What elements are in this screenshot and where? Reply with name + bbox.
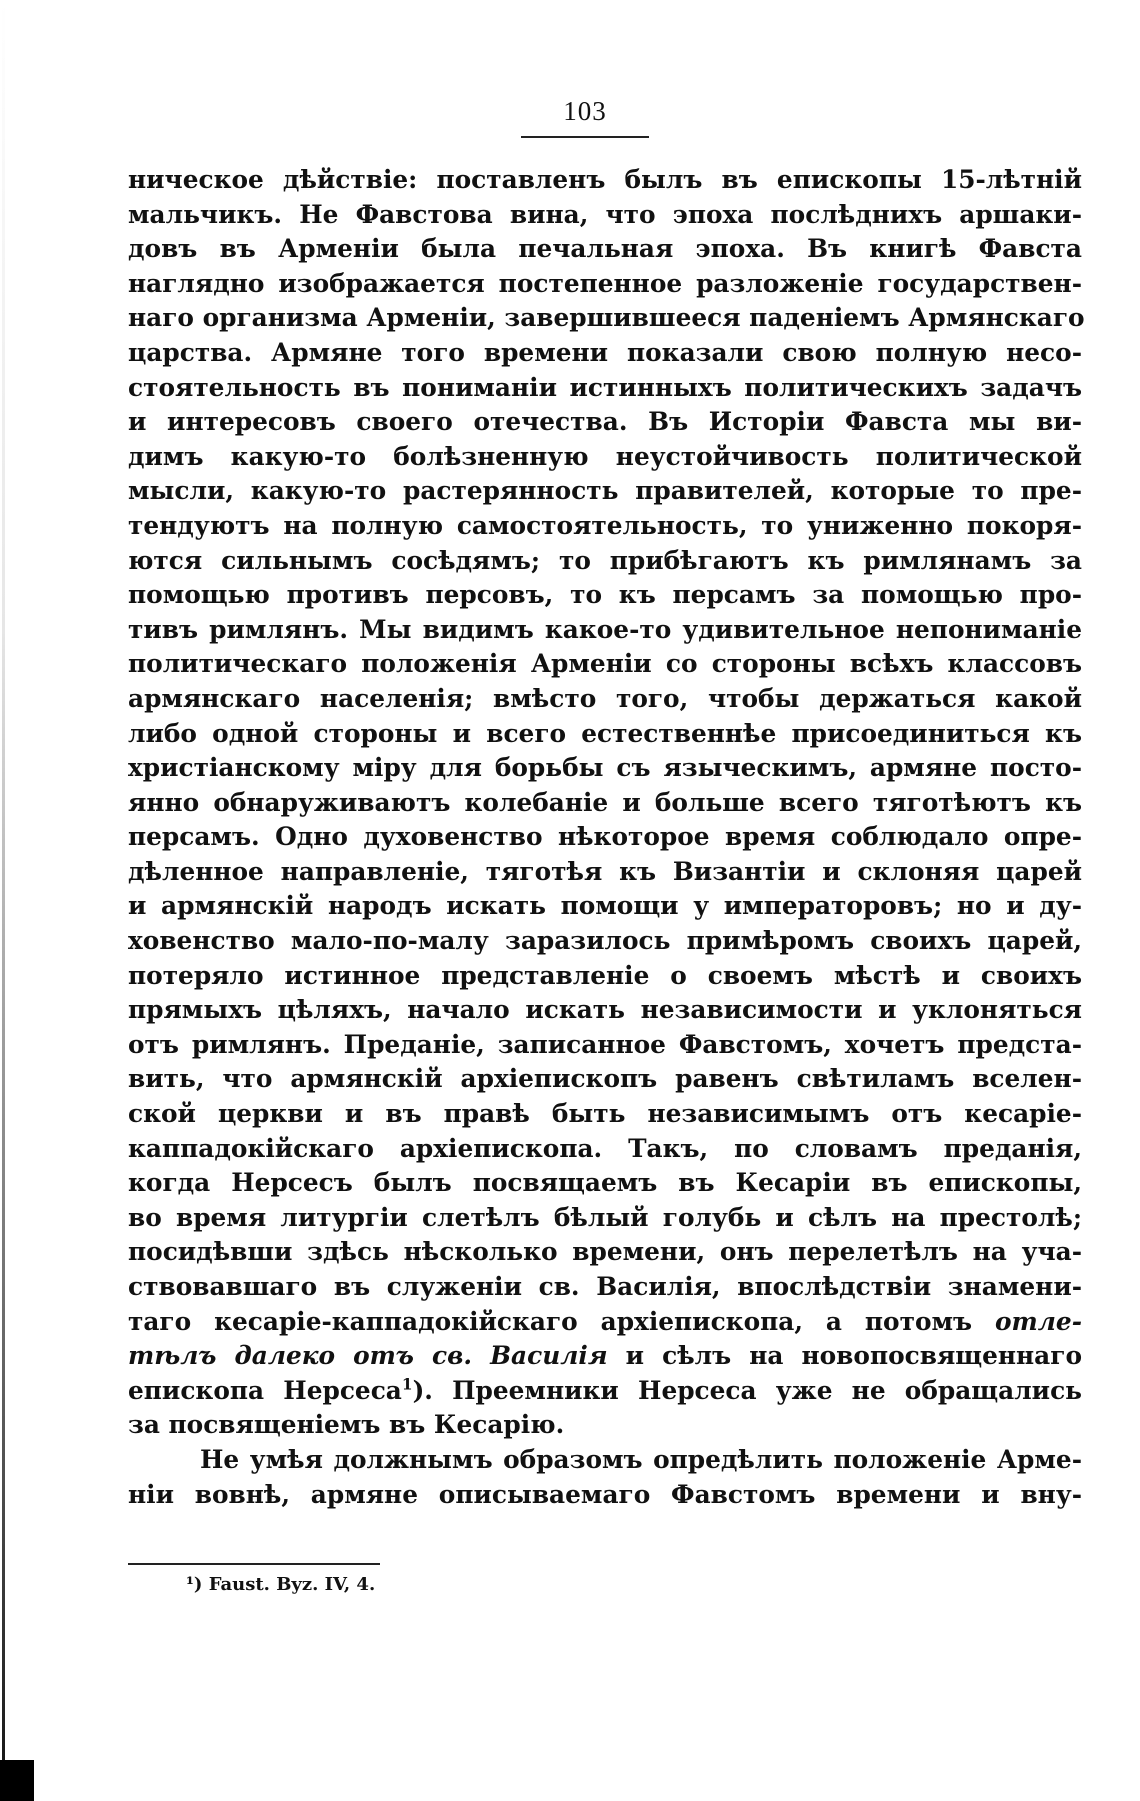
text-line: довъ въ Арменіи была печальная эпоха. Въ книгѣ Фавста bbox=[128, 234, 1082, 264]
binding-edge-shadow bbox=[0, 1760, 34, 1801]
main-text bbox=[128, 163, 1085, 1512]
text-line: мысли, какую-то растерянность правителей, которые то пре- bbox=[128, 476, 1082, 506]
text-line: и армянскій народъ искать помощи у императоровъ; но и ду- bbox=[128, 891, 1082, 921]
text-segment: ). Преемники Нерсеса уже не обращались bbox=[412, 1375, 1082, 1405]
footnote-separator bbox=[128, 1563, 380, 1565]
binding-gutter-line bbox=[2, 0, 5, 1801]
page-number-rule bbox=[521, 136, 649, 138]
text-segment: епископа Нерсеса bbox=[128, 1375, 402, 1405]
text-line: вить, что армянскій архіепископъ равенъ свѣтиламъ вселен- bbox=[128, 1064, 1082, 1094]
text-line: персамъ. Одно духовенство нѣкоторое время соблюдало опре- bbox=[128, 822, 1082, 852]
emphasized-text: тѣлъ далеко отъ св. Василія bbox=[128, 1341, 608, 1371]
text-line: ются сильнымъ сосѣдямъ; то прибѣгаютъ къ римлянамъ за bbox=[128, 545, 1082, 575]
text-line: наго организма Арменіи, завершившееся паденіемъ Армянскаго bbox=[128, 303, 1085, 333]
text-line: ніи вовнѣ, армяне описываемаго Фавстомъ времени и вну- bbox=[128, 1479, 1082, 1509]
text-line: ническое дѣйствіе: поставленъ былъ въ епископы 15-лѣтній bbox=[128, 165, 1082, 194]
text-line: и интересовъ своего отечества. Въ Исторіи Фавста мы ви- bbox=[128, 407, 1082, 437]
text-line bbox=[128, 1305, 1082, 1340]
text-line: царства. Армяне того времени показали свою полную несо- bbox=[128, 337, 1082, 367]
text-line: ствовавшаго въ служеніи св. Василія, впослѣдствіи знамени- bbox=[128, 1272, 1082, 1301]
text-line bbox=[128, 1339, 1082, 1374]
page-number: 103 bbox=[563, 96, 607, 126]
text-line: каппадокійскаго архіепископа. Такъ, по словамъ преданія, bbox=[128, 1133, 1082, 1163]
text-line: политическаго положенія Арменіи со стороны всѣхъ классовъ bbox=[128, 649, 1082, 679]
text-line: либо одной стороны и всего естественнѣе присоединиться къ bbox=[128, 718, 1082, 748]
text-line: янно обнаруживаютъ колебаніе и больше всего тяготѣютъ къ bbox=[128, 787, 1082, 817]
paragraph-start-line: Не умѣя должнымъ образомъ опредѣлить положеніе Арме- bbox=[200, 1444, 1082, 1474]
text-line: армянскаго населенія; вмѣсто того, чтобы держаться какой bbox=[128, 683, 1082, 713]
text-line: когда Нерсесъ былъ посвящаемъ въ Кесаріи въ епископы, bbox=[128, 1168, 1082, 1198]
text-line: помощью противъ персовъ, то къ персамъ за помощью про- bbox=[128, 580, 1082, 610]
text-line: тивъ римлянъ. Мы видимъ какое-то удивительное непониманіе bbox=[128, 614, 1082, 644]
text-line: димъ какую-то болѣзненную неустойчивость политической bbox=[128, 441, 1082, 471]
footnote-marker: ¹) bbox=[186, 1574, 203, 1595]
text-line: ской церкви и въ правѣ быть независимымъ отъ кесаріе- bbox=[128, 1099, 1082, 1129]
text-line: мальчикъ. Не Фавстова вина, что эпоха послѣднихъ аршаки- bbox=[128, 199, 1082, 229]
text-line: потеряло истинное представленіе о своемъ мѣстѣ и своихъ bbox=[128, 960, 1082, 990]
text-line: стоятельность въ пониманіи истинныхъ политическихъ задачъ bbox=[128, 372, 1082, 402]
footnote-text: Faust. Byz. IV, 4. bbox=[208, 1574, 376, 1595]
text-line: тендуютъ на полную самостоятельность, то униженно покоря- bbox=[128, 510, 1082, 540]
text-segment: таго кесаріе-каппадокійскаго архіепископа, а потомъ bbox=[128, 1306, 995, 1336]
footnote-reference[interactable]: 1 bbox=[401, 1375, 413, 1394]
text-line: за посвященіемъ въ Кесарію. bbox=[128, 1410, 565, 1440]
text-line: посидѣвши здѣсь нѣсколько времени, онъ перелетѣлъ на уча- bbox=[128, 1237, 1082, 1267]
text-line: ховенство мало-по-малу заразилось примѣромъ своихъ царей, bbox=[128, 926, 1082, 956]
text-line: наглядно изображается постепенное разложеніе государствен- bbox=[128, 268, 1082, 298]
text-line: прямыхъ цѣляхъ, начало искать независимости и уклоняться bbox=[128, 995, 1082, 1025]
text-line: во время литургіи слетѣлъ бѣлый голубь и сѣлъ на престолѣ; bbox=[128, 1202, 1082, 1232]
text-line: христіанскому міру для борьбы съ языческимъ, армяне посто- bbox=[128, 753, 1082, 783]
text-line bbox=[128, 1374, 1082, 1409]
text-line: дѣленное направленіе, тяготѣя къ Византіи и склоняя царей bbox=[128, 856, 1082, 886]
footnote bbox=[186, 1574, 375, 1595]
text-line: отъ римлянъ. Преданіе, записанное Фавстомъ, хочетъ предста- bbox=[128, 1029, 1082, 1059]
emphasized-text: отле- bbox=[995, 1306, 1082, 1336]
text-segment: и сѣлъ на новопосвященнаго bbox=[607, 1341, 1082, 1371]
